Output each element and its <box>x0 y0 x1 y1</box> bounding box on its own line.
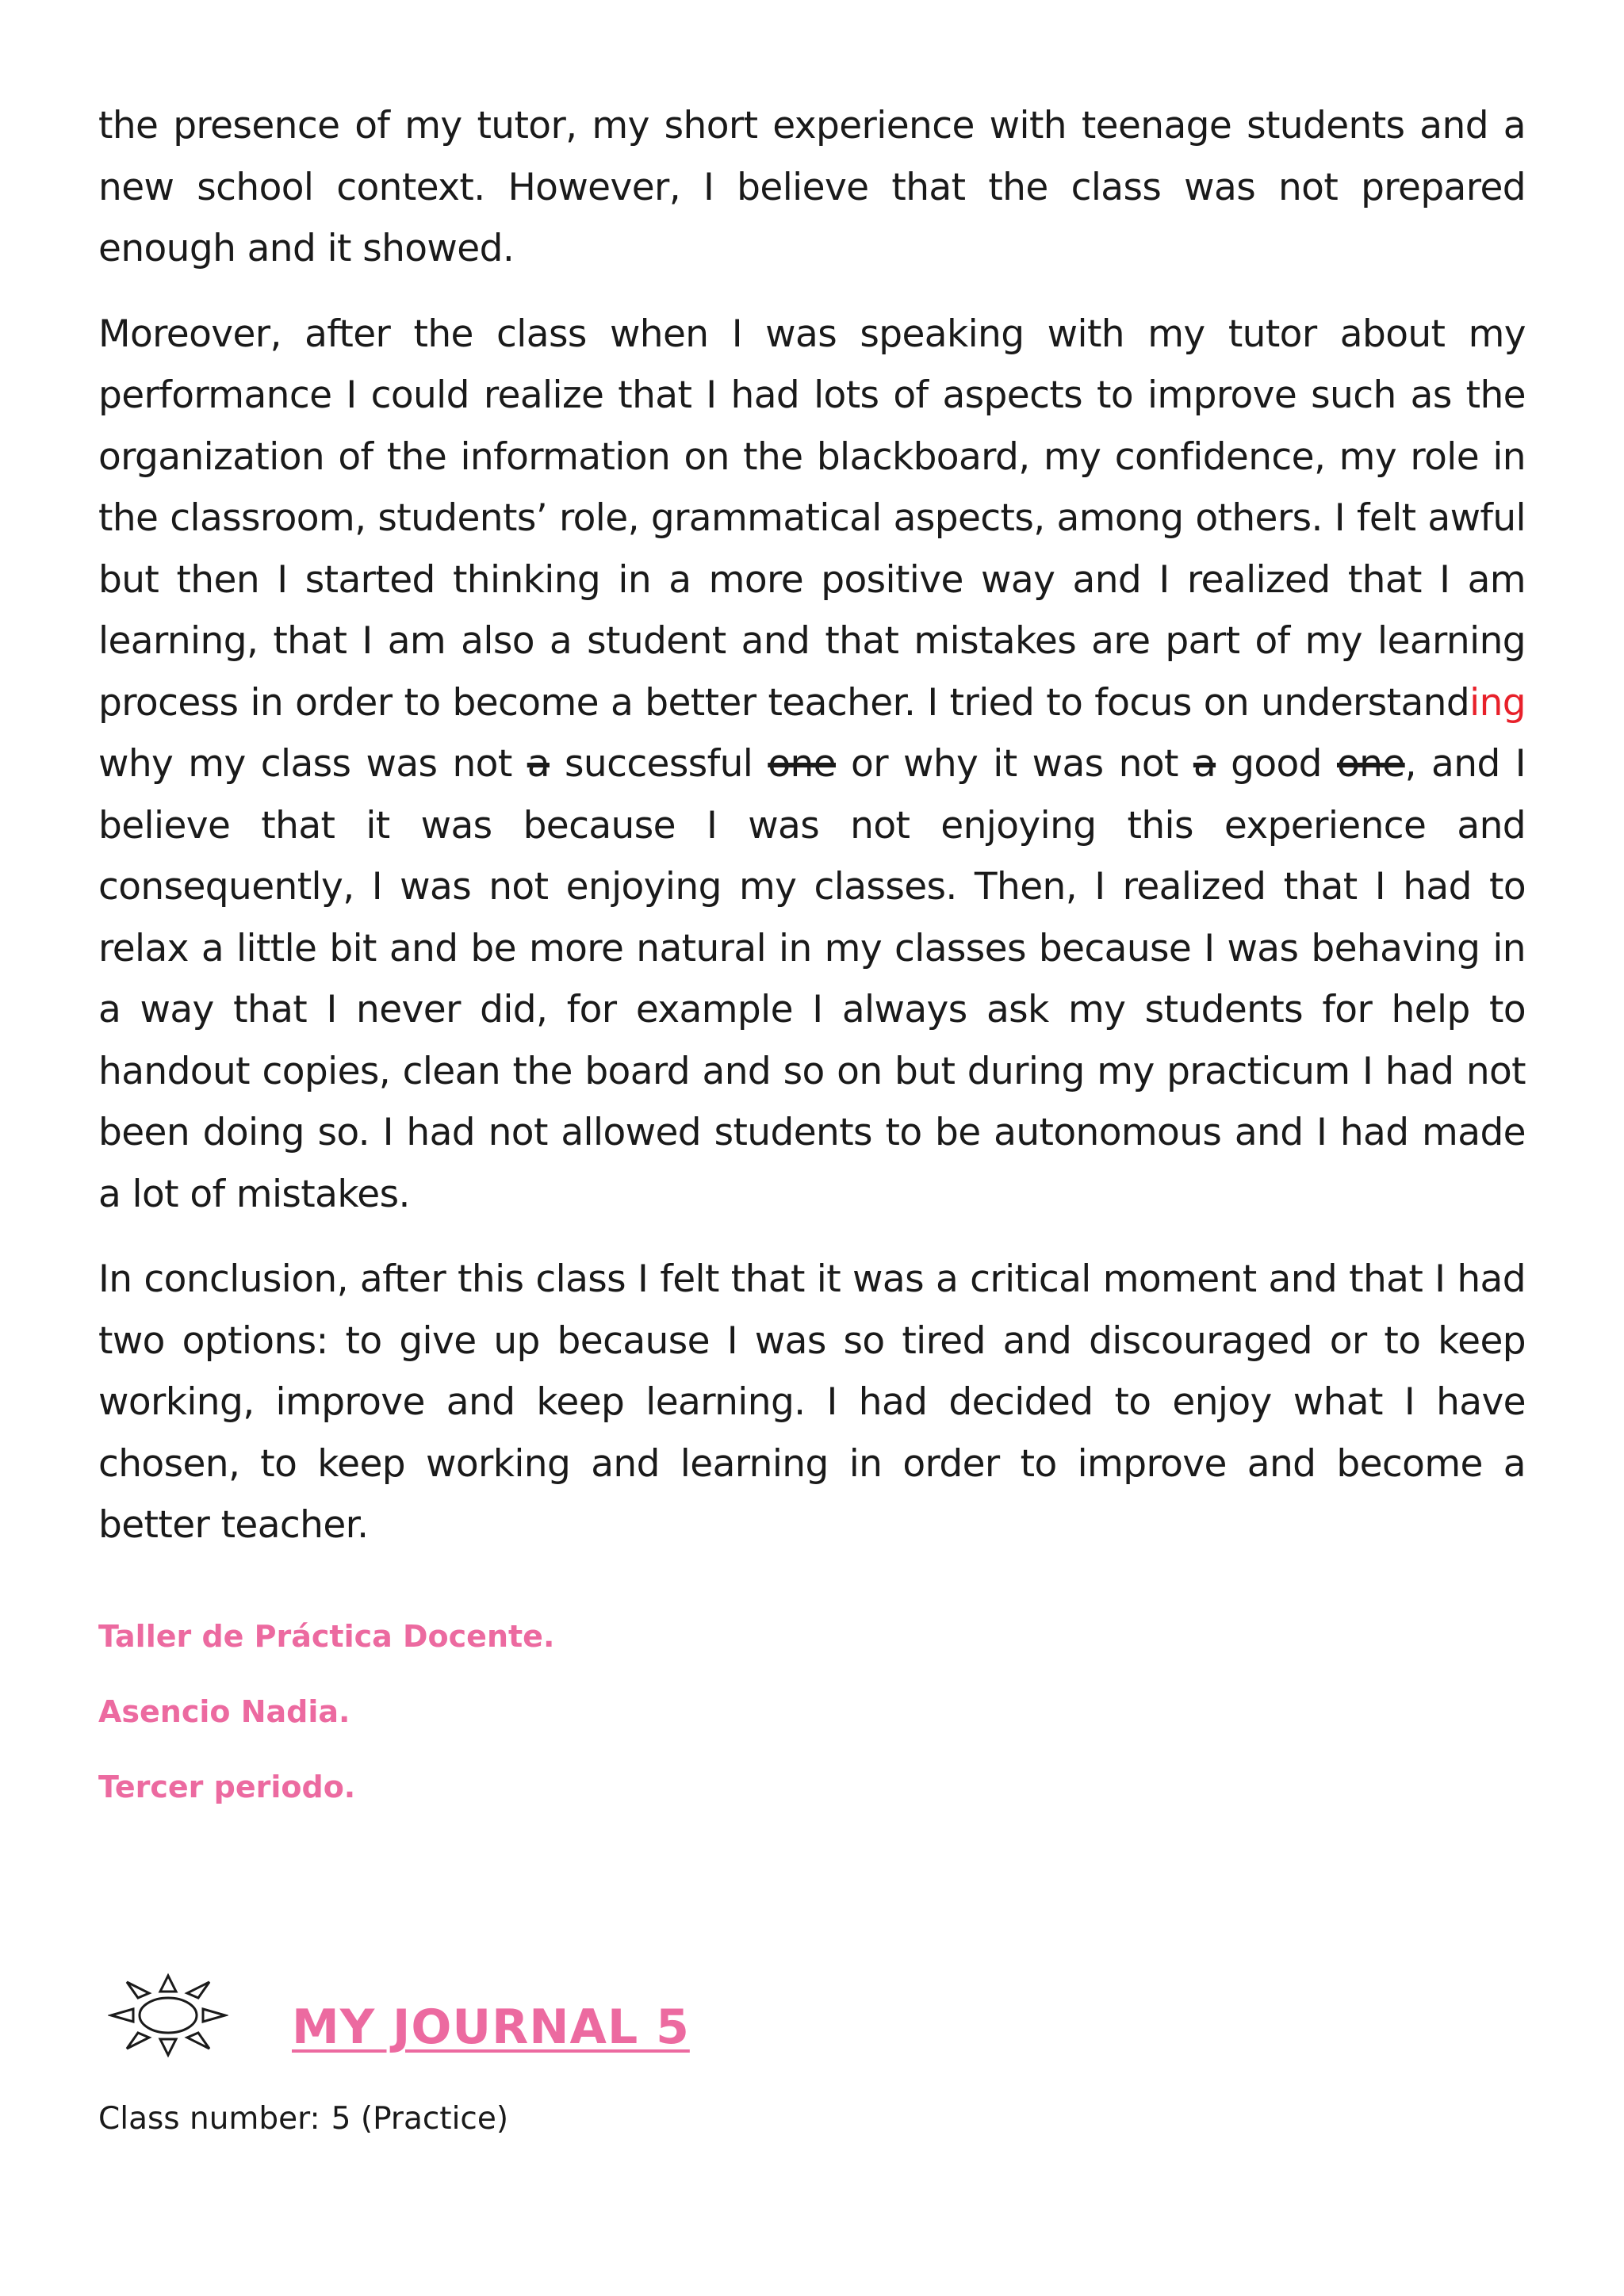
course-name: Taller de Práctica Docente. <box>98 1619 555 1654</box>
author-info <box>98 1617 554 1843</box>
journal-title: MY JOURNAL 5 <box>292 1999 690 2055</box>
sun-icon <box>108 1971 228 2060</box>
class-number <box>98 2101 508 2137</box>
journal-body <box>98 95 1526 1556</box>
period-label: Tercer periodo. <box>98 1770 356 1804</box>
strikethrough-word: one <box>768 742 836 786</box>
reflection-text-f: , and I believe that it was because I was not enjoying this experience and consequently, I was not enjoying my classes. Then, I realized that I had to relax a little bit and be more natural in my classes because I was behaving in a way that I never did, for example I always ask my students for help to handout copies, clean the board and so on but during my practicum I had not been doing so. I had not allowed students to be autonomous and I had made a lot of mistakes. <box>98 742 1526 1216</box>
author-name: Asencio Nadia. <box>98 1694 350 1729</box>
class-number-value: 5 (Practice) <box>331 2101 509 2137</box>
paragraph-reflection <box>98 304 1526 1226</box>
correction-insert: ing <box>1469 680 1526 725</box>
reflection-text-c: successful <box>549 742 768 786</box>
reflection-text-d: or why it was not <box>835 742 1193 786</box>
reflection-text-e: good <box>1216 742 1337 786</box>
paragraph-conclusion: In conclusion, after this class I felt that it was a critical moment and that I had two options: to give up because I was so tired and discouraged or to keep working, improve and keep learning. I had decided to enjoy what I have chosen, to keep working and learning in order to improve and become a better teacher. <box>98 1257 1526 1547</box>
reflection-text-a: Moreover, after the class when I was speaking with my tutor about my performance I could realize that I had lots of aspects to improve such as the organization of the information on the blackboard, my confidence, my role in the classroom, students’ role, grammatical aspects, among others. I felt awful but then I started thinking in a more positive way and I realized that I am learning, that I am also a student and that mistakes are part of my learning process in order to become a better teacher. I tried to focus on understand <box>98 312 1526 725</box>
strikethrough-word: a <box>1193 742 1216 786</box>
strikethrough-word: a <box>527 742 550 786</box>
class-number-label: Class number: <box>98 2101 320 2137</box>
reflection-text-b: why my class was not <box>98 742 527 786</box>
paragraph-intro: the presence of my tutor, my short experience with teenage students and a new school context. However, I believe that the class was not prepared enough and it showed. <box>98 104 1526 270</box>
strikethrough-word: one <box>1336 742 1405 786</box>
